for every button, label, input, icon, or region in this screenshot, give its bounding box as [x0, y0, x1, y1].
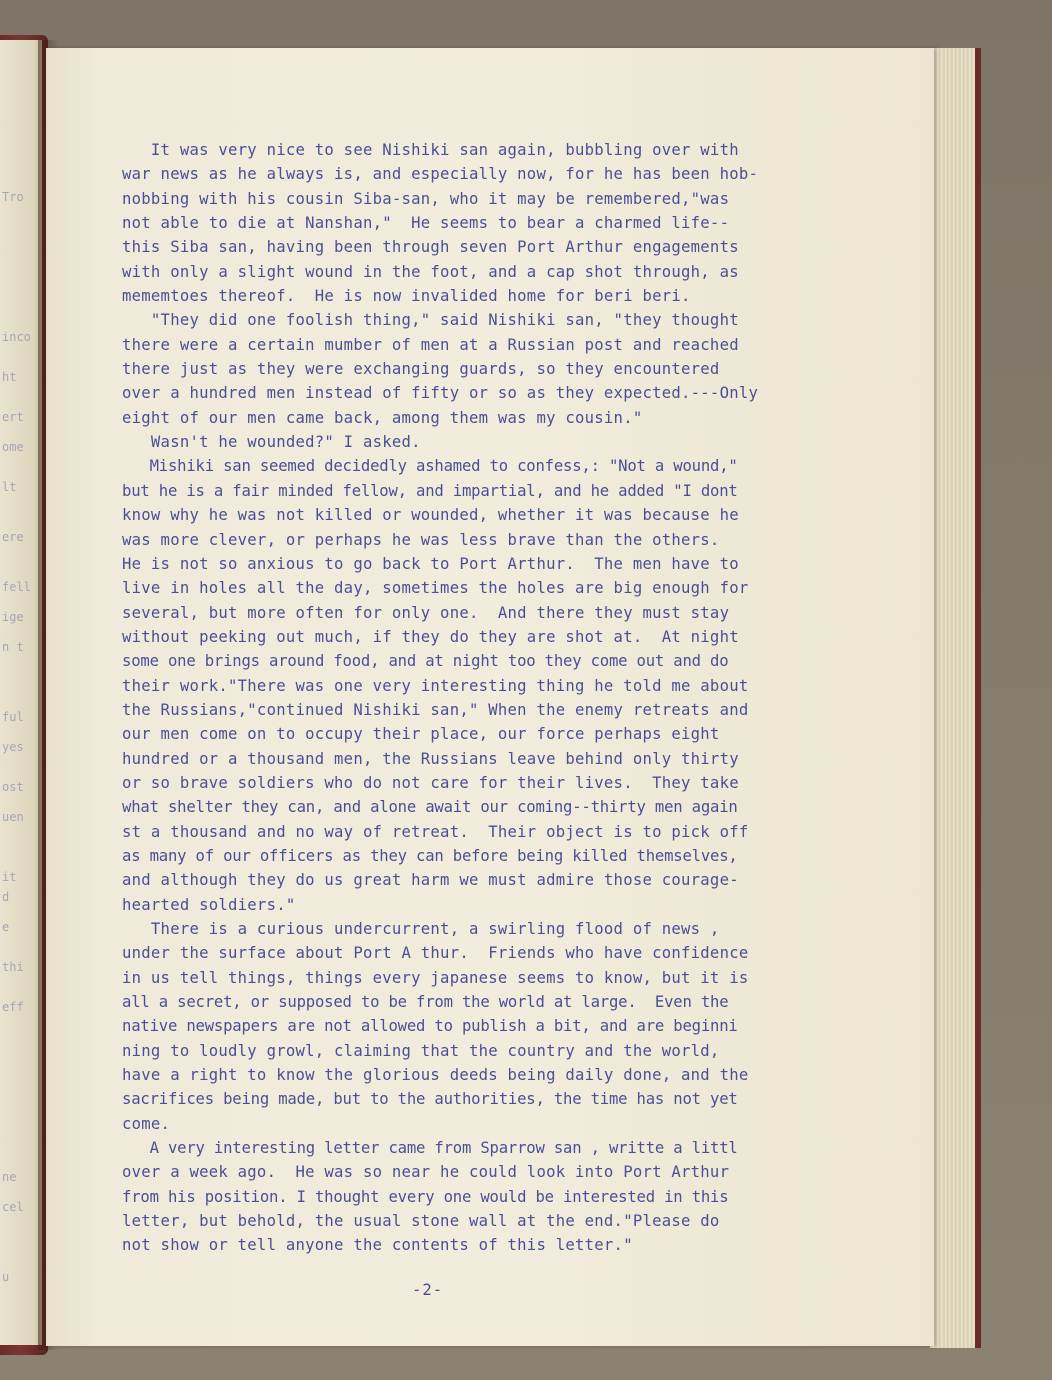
text-line: in us tell things, things every japanese seems to know, but it is — [122, 968, 749, 987]
text-line: the Russians,"continued Nishiki san," When the enemy retreats and — [122, 700, 749, 719]
text-line: several, but more often for only one. And there they must stay — [122, 603, 730, 622]
text-line: know why he was not killed or wounded, whether it was because he — [122, 506, 739, 525]
text-line: there were a certain mumber of men at a Russian post and reached — [122, 335, 739, 354]
text-line: this Siba san, having been through seven Port Arthur engagements — [122, 238, 739, 257]
text-line: come. — [122, 1114, 171, 1133]
text-line: have a right to know the glorious deeds being daily done, and the — [122, 1066, 749, 1085]
text-line: A very interesting letter came from Sparrow san , writte a littl — [122, 1139, 738, 1158]
text-line: as many of our officers as they can before being killed themselves, — [122, 846, 738, 865]
text-line: without peeking out much, if they do they are shot at. At night — [122, 627, 739, 646]
text-line: live in holes all the day, sometimes the holes are big enough for — [122, 579, 749, 598]
text-line: their work."There was one very interesting thing he told me about — [122, 676, 749, 695]
text-line: Wasn't he wounded?" I asked. — [122, 433, 421, 452]
typed-text-body — [122, 138, 942, 1258]
text-line: not able to die at Nanshan," He seems to bear a charmed life-- — [122, 214, 730, 233]
text-line: but he is a fair minded fellow, and impartial, and he added "I dont — [122, 481, 738, 500]
left-page-edge: Tro inco ht ert ome lt ere fell ige n t ful yes ost uen it d e thi eff ne cel u — [0, 40, 42, 1345]
text-line: and although they do us great harm we must admire those courage- — [122, 871, 739, 890]
text-line: all a secret, or supposed to be from the world at large. Even the — [122, 993, 729, 1012]
text-line: nobbing with his cousin Siba-san, who it may be remembered,"was — [122, 189, 730, 208]
text-line: hundred or a thousand men, the Russians leave behind only thirty — [122, 749, 739, 768]
text-line: there just as they were exchanging guards, so they encountered — [122, 360, 720, 379]
typed-page — [46, 48, 934, 1346]
text-line: or so brave soldiers who do not care for their lives. They take — [122, 773, 739, 792]
page-number: -2- — [412, 1281, 444, 1299]
text-line: with only a slight wound in the foot, and a cap shot through, as — [122, 262, 739, 281]
text-line: sacrifices being made, but to the authorities, the time has not yet — [122, 1090, 738, 1109]
text-line: some one brings around food, and at night too they come out and do — [122, 652, 729, 671]
text-line: "They did one foolish thing," said Nishiki san, "they thought — [122, 311, 739, 330]
text-line: Mishiki san seemed decidedly ashamed to confess,: "Not a wound," — [122, 457, 738, 476]
text-line: st a thousand and no way of retreat. Their object is to pick off — [122, 822, 749, 841]
text-line: over a hundred men instead of fifty or so as they expected.---Only — [122, 384, 759, 403]
text-line: eight of our men came back, among them was my cousin." — [122, 408, 643, 427]
text-line: not show or tell anyone the contents of this letter." — [122, 1236, 633, 1255]
text-line: It was very nice to see Nishiki san again, bubbling over with — [122, 141, 739, 159]
text-line: There is a curious undercurrent, a swirling flood of news , — [122, 920, 720, 938]
text-line: over a week ago. He was so near he could look into Port Arthur — [122, 1163, 730, 1182]
text-line: what shelter they can, and alone await our coming--thirty men again — [122, 798, 738, 817]
text-line: letter, but behold, the usual stone wall at the end."Please do — [122, 1212, 720, 1231]
text-line: mememtoes thereof. He is now invalided home for beri beri. — [122, 287, 691, 306]
text-line: war news as he always is, and especially now, for he has been hob- — [122, 165, 759, 184]
text-line: was more clever, or perhaps he was less brave than the others. — [122, 530, 720, 549]
text-line: from his position. I thought every one would be interested in this — [122, 1187, 729, 1206]
text-line: He is not so anxious to go back to Port Arthur. The men have to — [122, 554, 739, 573]
text-line: ning to loudly growl, claiming that the country and the world, — [122, 1041, 720, 1060]
text-line: hearted soldiers." — [122, 895, 296, 914]
text-line: native newspapers are not allowed to publish a bit, and are beginni — [122, 1017, 738, 1036]
text-line: under the surface about Port A thur. Friends who have confidence — [122, 944, 749, 963]
text-line: our men come on to occupy their place, our force perhaps eight — [122, 725, 720, 744]
